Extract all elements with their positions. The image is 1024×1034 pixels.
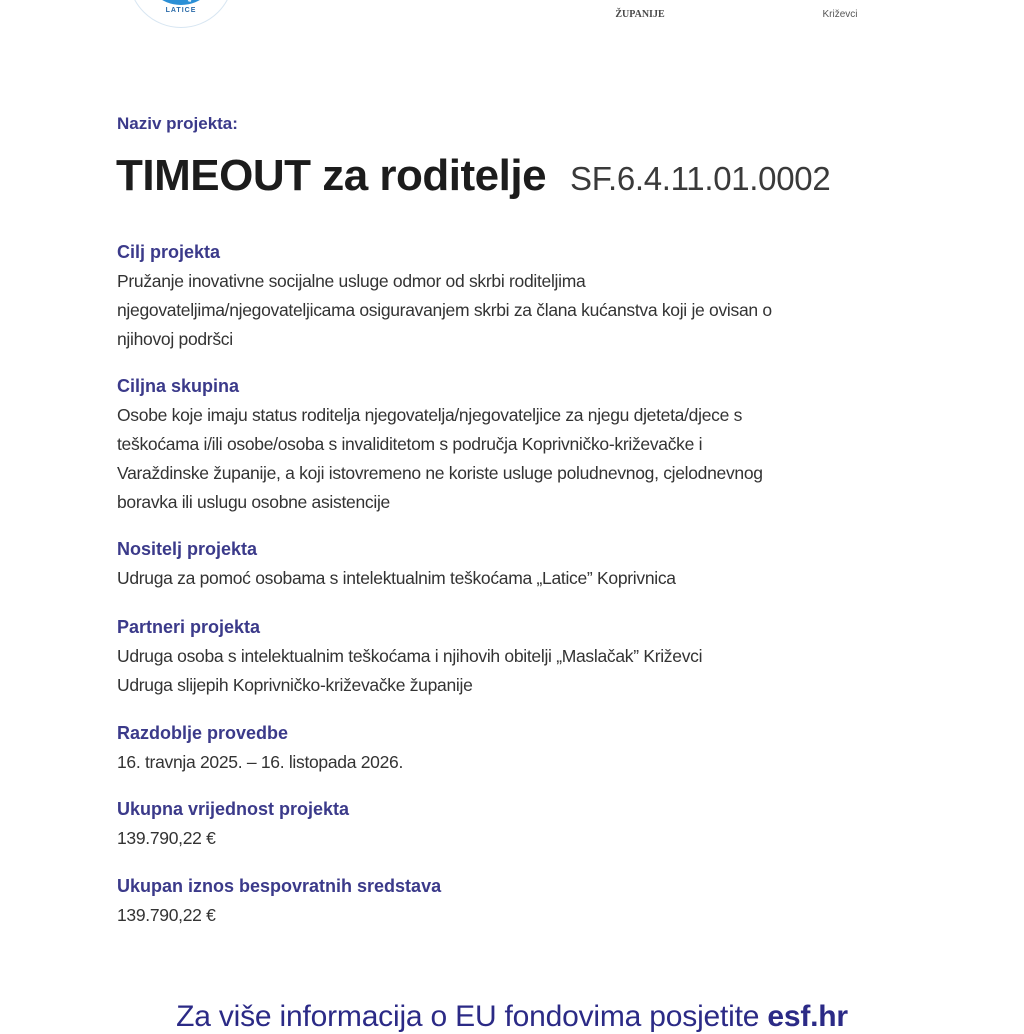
section-heading: Ukupna vrijednost projekta: [117, 799, 350, 819]
footer-link-esf[interactable]: esf.hr: [767, 1000, 848, 1033]
section-heading: Ciljna skupina: [117, 376, 240, 396]
section-line: 139.790,22 €: [117, 905, 216, 925]
section-bespovratna-sredstva: [117, 872, 917, 930]
project-name-label: Naziv projekta:: [117, 114, 238, 133]
section-partneri-projekta: [117, 613, 917, 700]
section-line: boravka ili uslugu osobne asistencije: [117, 492, 390, 512]
footer-info: [0, 1000, 1024, 1034]
section-heading: Nositelj projekta: [117, 539, 258, 559]
section-line: Udruga osoba s intelektualnim teškoćama i njihovih obitelji „Maslačak” Križevci: [117, 646, 703, 666]
section-heading: Partneri projekta: [117, 617, 261, 637]
section-heading: Cilj projekta: [117, 242, 221, 262]
section-cilj-projekta: [117, 238, 917, 354]
section-heading: Razdoblje provedbe: [117, 723, 289, 743]
section-ciljna-skupina: [117, 372, 917, 517]
section-line: Pružanje inovativne socijalne usluge odmor od skrbi roditeljima: [117, 271, 586, 291]
section-nositelj-projekta: [117, 535, 917, 593]
project-title-row: [116, 151, 830, 201]
section-line: Udruga za pomoć osobama s intelektualnim teškoćama „Latice” Koprivnica: [117, 568, 676, 588]
partner-logo-maslacak: [760, 0, 920, 22]
project-title: TIMEOUT za roditelje: [116, 151, 547, 200]
section-line: 139.790,22 €: [117, 828, 216, 848]
section-heading: Ukupan iznos bespovratnih sredstava: [117, 876, 442, 896]
section-line: Osobe koje imaju status roditelja njegovatelja/njegovateljice za njegu djeteta/djece s: [117, 405, 743, 425]
section-line: 16. travnja 2025. – 16. listopada 2026.: [117, 752, 404, 772]
partner-logo-zupanija-text: ŽUPANIJE: [615, 9, 665, 20]
section-line: teškoćama i/ili osobe/osoba s invaliditetom s područja Koprivničko-križevačke i: [117, 434, 703, 454]
partner-logo-zupanija-top: [540, 0, 740, 8]
section-line: Udruga slijepih Koprivničko-križevačke županije: [117, 675, 473, 695]
project-code: SF.6.4.11.01.0002: [570, 160, 831, 197]
section-line: njihovoj podršci: [117, 329, 233, 349]
latice-logo: [128, 0, 234, 28]
partner-logo-maslacak-text: Križevci: [822, 9, 858, 20]
section-line: Varaždinske županije, a koji istovremeno ne koriste usluge poludnevnog, cjelodnevnog: [117, 463, 763, 483]
partner-logo-maslacak-top: [760, 0, 920, 8]
section-line: njegovateljima/njegovateljicama osiguravanjem skrbi za člana kućanstva koji je ovisan o: [117, 300, 772, 320]
latice-logo-text: LATICE: [165, 7, 197, 14]
footer-text: Za više informacija o EU fondovima posjetite: [176, 1000, 768, 1033]
latice-logo-disc-icon: [143, 0, 219, 5]
section-ukupna-vrijednost: [117, 795, 917, 853]
section-razdoblje-provedbe: [117, 719, 917, 777]
partner-logo-zupanija: [540, 0, 740, 22]
